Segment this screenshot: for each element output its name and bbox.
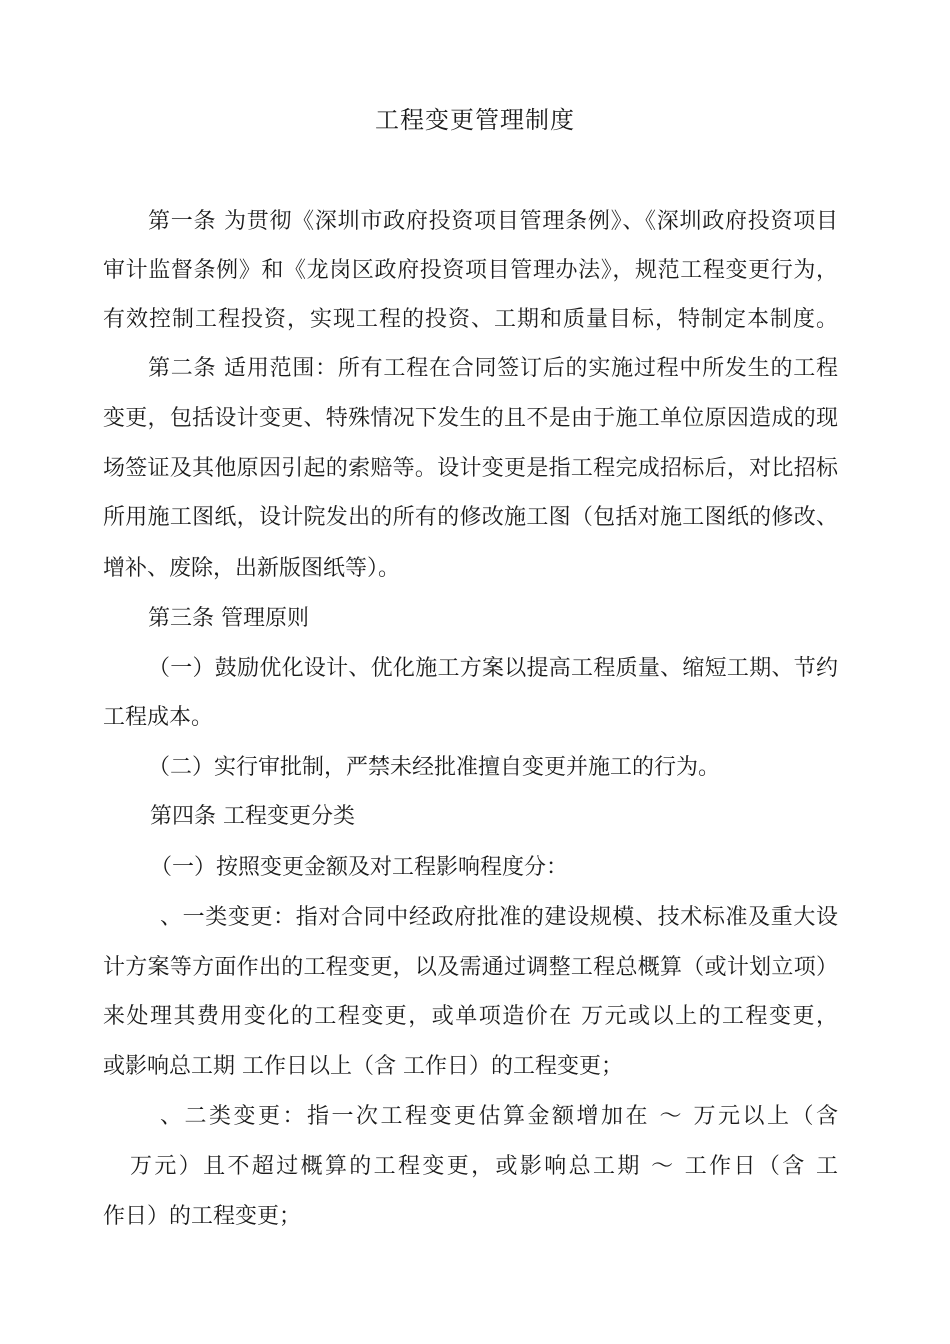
paragraph-line: 第一条 为贯彻《深圳市政府投资项目管理条例》、《深圳政府投资项目 <box>148 209 838 234</box>
paragraph-line: 审计监督条例》和《龙岗区政府投资项目管理办法》，规范工程变更行为， <box>103 258 838 283</box>
paragraph-line: 作日）的工程变更； <box>103 1204 302 1229</box>
paragraph-line: 或影响总工期 工作日以上（含 工作日）的工程变更； <box>103 1054 623 1079</box>
paragraph-line: 场签证及其他原因引起的索赔等。设计变更是指工程完成招标后，对比招标 <box>103 456 838 481</box>
paragraph-line: 所用施工图纸，设计院发出的所有的修改施工图（包括对施工图纸的修改、 <box>103 505 838 530</box>
paragraph-line: 增补、废除，出新版图纸等）。 <box>103 556 401 581</box>
paragraph-line: 第二条 适用范围：所有工程在合同签订后的实施过程中所发生的工程 <box>148 356 838 381</box>
paragraph-line: 计方案等方面作出的工程变更，以及需通过调整工程总概算（或计划立项） <box>103 955 838 980</box>
paragraph-line: 、二类变更：指一次工程变更估算金额增加在 ～ 万元以上（含 <box>160 1104 838 1129</box>
paragraph-line: 变更，包括设计变更、特殊情况下发生的且不是由于施工单位原因造成的现 <box>103 406 838 431</box>
paragraph-line: 有效控制工程投资，实现工程的投资、工期和质量目标，特制定本制度。 <box>103 307 838 332</box>
paragraph-line: 工程成本。 <box>103 705 214 730</box>
paragraph-line: （二）实行审批制，严禁未经批准擅自变更并施工的行为。 <box>148 755 721 780</box>
section-heading: 第三条 管理原则 <box>148 606 309 631</box>
paragraph-line: 来处理其费用变化的工程变更，或单项造价在 万元或以上的工程变更， <box>103 1004 838 1029</box>
paragraph-line: （一）鼓励优化设计、优化施工方案以提高工程质量、缩短工期、节约 <box>148 656 838 681</box>
document-title: 工程变更管理制度 <box>375 106 575 134</box>
paragraph-line: （一）按照变更金额及对工程影响程度分： <box>150 855 569 880</box>
section-heading: 第四条 工程变更分类 <box>150 804 355 829</box>
paragraph-line: 、一类变更：指对合同中经政府批准的建设规模、技术标准及重大设 <box>160 905 838 930</box>
paragraph-line: 万元）且不超过概算的工程变更，或影响总工期 ～ 工作日（含 工 <box>130 1154 838 1179</box>
